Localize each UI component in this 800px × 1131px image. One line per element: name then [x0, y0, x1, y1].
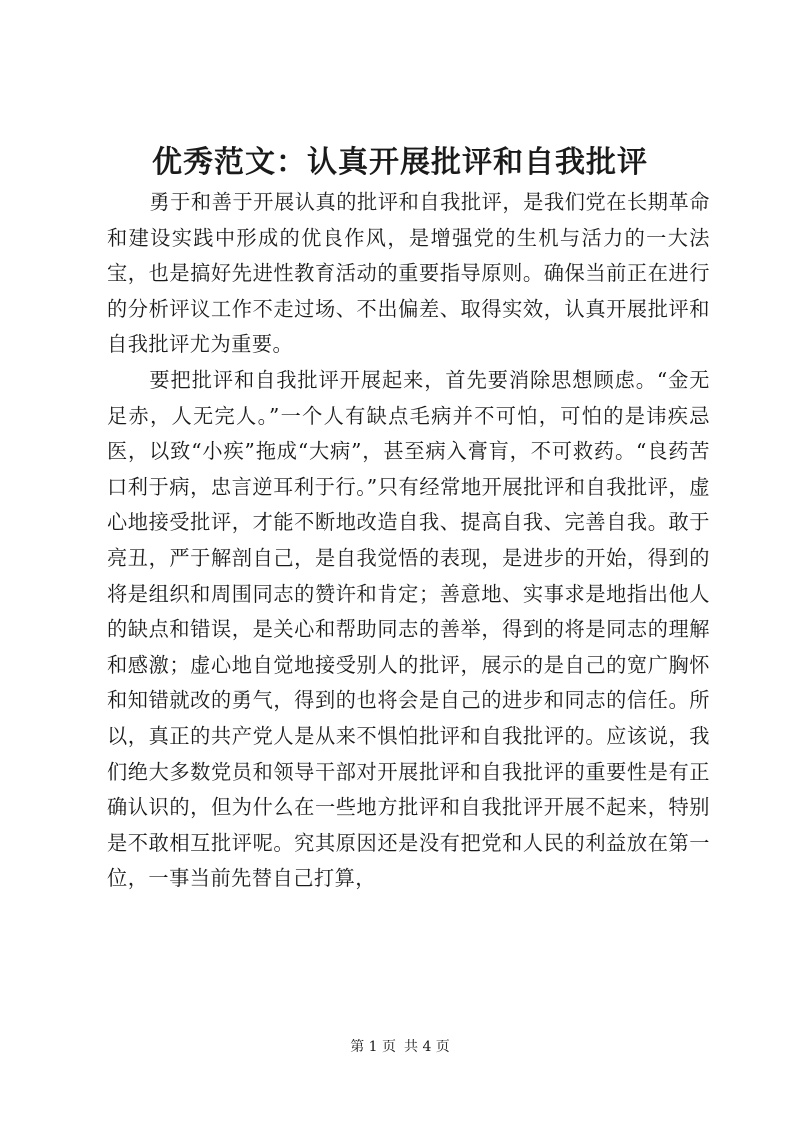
page-number: 第 1 页 — [350, 1039, 396, 1055]
document-title: 优秀范文：认真开展批评和自我批评 — [152, 145, 648, 180]
page-total: 共 4 页 — [404, 1039, 450, 1055]
paragraph: 要把批评和自我批评开展起来，首先要消除思想顾虑。“金无足赤，人无完人。”一个人有缺点毛病并不可怕，可怕的是讳疾忌医，以致“小疾”拖成“大病”，甚至病入膏肓，不可救药。“良药苦口利于病，忠言逆耳利于行。”只有经常地开展批评和自我批评，虚心地接受批评，才能不断地改造自我、提高自我、完善自我。敢于亮丑，严于解剖自己，是自我觉悟的表现，是进步的开始，得到的将是组织和周围同志的赞许和肯定；善意地、实事求是地指出他人的缺点和错误，是关心和帮助同志的善举，得到的将是同志的理解和感激；虚心地自觉地接受别人的批评，展示的是自己的宽广胸怀和知错就改的勇气，得到的也将会是自己的进步和同志的信任。所以，真正的共产党人是从来不惧怕批评和自我批评的。应该说，我们绝大多数党员和领导干部对开展批评和自我批评的重要性是有正确认识的，但为什么在一些地方批评和自我批评开展不起来，特别是不敢相互批评呢。究其原因还是没有把党和人民的利益放在第一位，一事当前先替自己打算， — [107, 367, 710, 891]
document-body — [107, 185, 710, 897]
page-footer — [0, 1037, 800, 1057]
paragraph: 勇于和善于开展认真的批评和自我批评，是我们党在长期革命和建设实践中形成的优良作风，是增强党的生机与活力的一大法宝，也是搞好先进性教育活动的重要指导原则。确保当前正在进行的分析评议工作不走过场、不出偏差、取得实效，认真开展批评和自我批评尤为重要。 — [107, 190, 710, 357]
